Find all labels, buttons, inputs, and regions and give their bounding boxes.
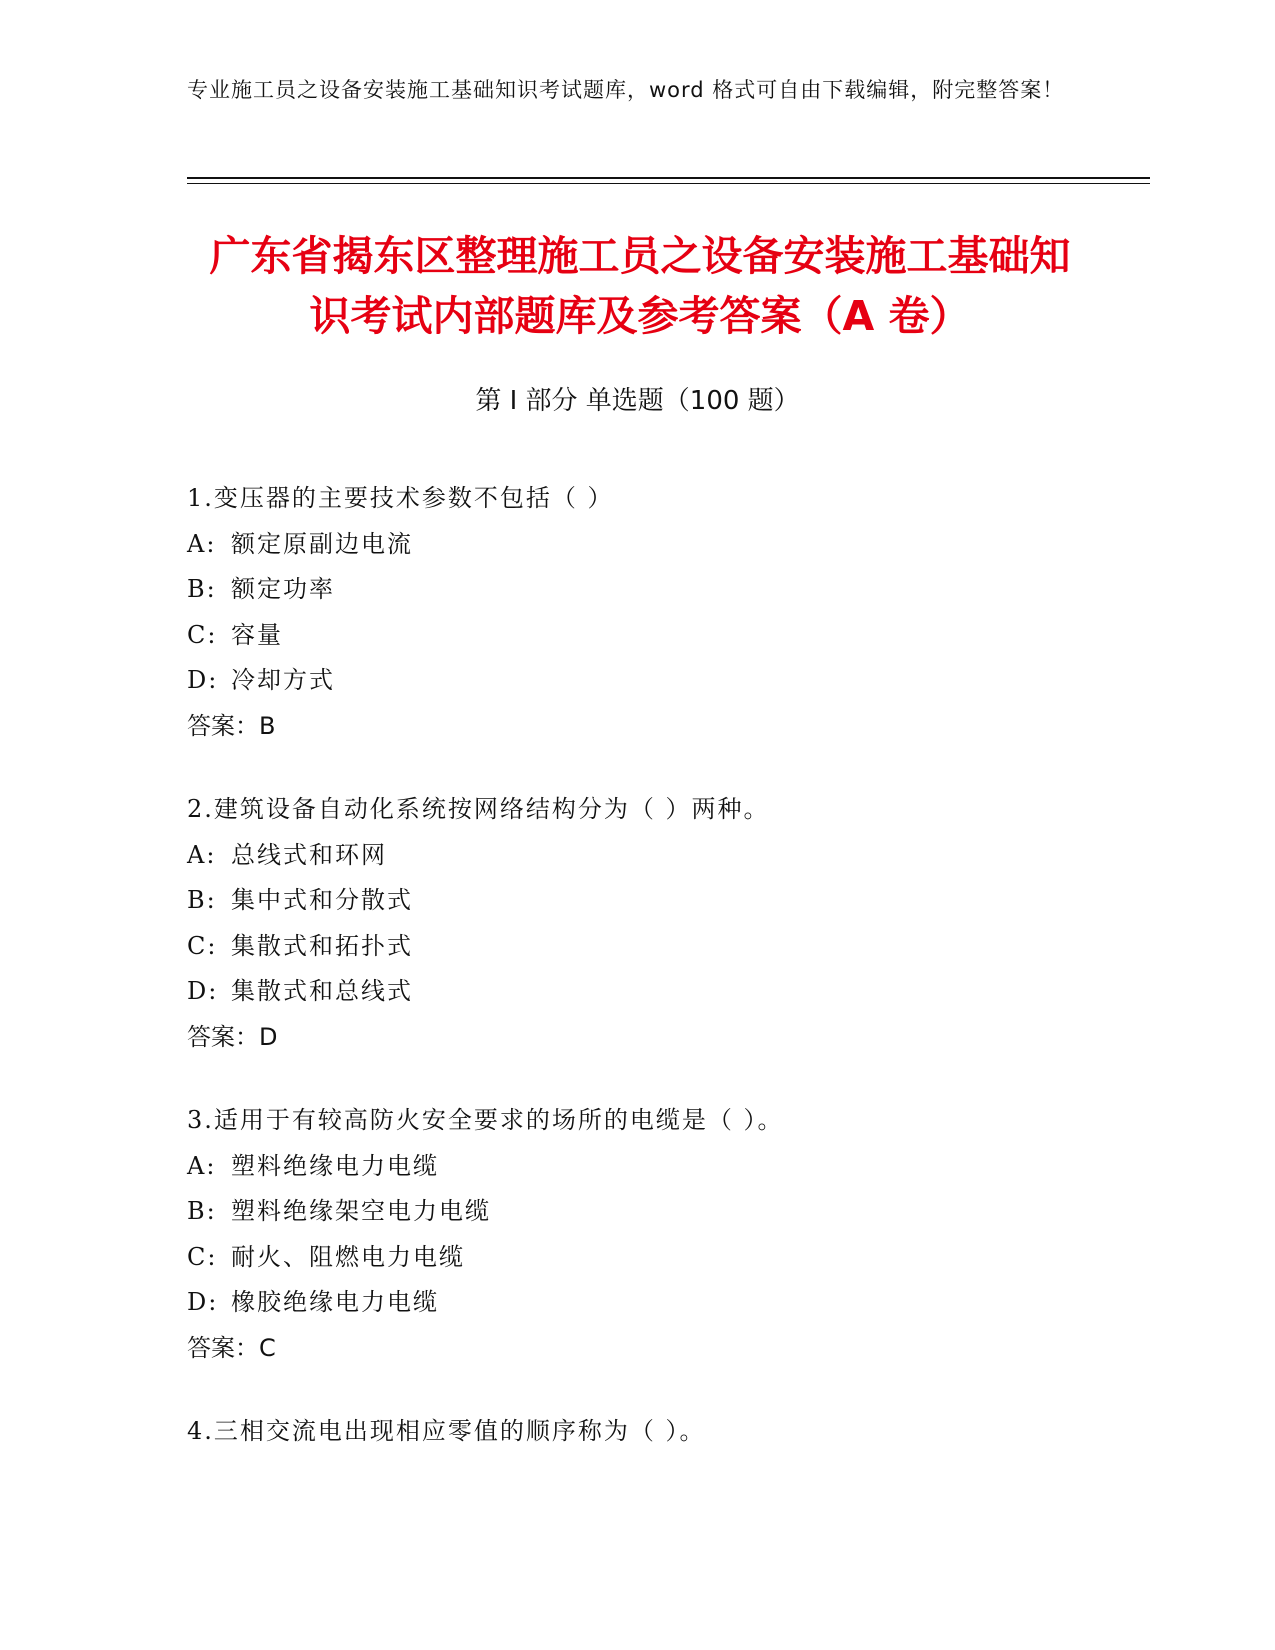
- question-option: [187, 1235, 1087, 1281]
- question-option: [187, 969, 1087, 1015]
- option-text: 塑料绝缘电力电缆: [231, 1151, 439, 1180]
- question-option: [187, 567, 1087, 613]
- question-option: [187, 833, 1087, 879]
- option-letter: C:: [187, 931, 218, 960]
- question-item: [187, 1098, 1087, 1371]
- question-list: [187, 476, 1087, 1493]
- question-option: [187, 1280, 1087, 1326]
- option-text: 总线式和环网: [231, 840, 387, 869]
- option-text: 塑料绝缘架空电力电缆: [231, 1197, 491, 1225]
- option-text: 额定功率: [231, 575, 335, 603]
- option-text: 橡胶绝缘电力电缆: [231, 1288, 439, 1316]
- question-stem: 3.适用于有较高防火安全要求的场所的电缆是（ ）。: [187, 1106, 784, 1134]
- option-text: 容量: [231, 620, 283, 649]
- option-text: 冷却方式: [231, 666, 335, 694]
- header-rule-thick: [187, 177, 1150, 179]
- option-letter: D:: [187, 1288, 219, 1316]
- question-answer: 答案：B: [187, 711, 276, 740]
- header-rule-thin: [187, 183, 1150, 184]
- question-item: [187, 476, 1087, 749]
- question-answer: 答案：D: [187, 1022, 278, 1051]
- option-letter: D:: [187, 977, 219, 1005]
- question-option: [187, 924, 1087, 970]
- question-option: [187, 613, 1087, 659]
- section-heading: 第 I 部分 单选题（100 题）: [475, 386, 800, 416]
- question-option: [187, 1189, 1087, 1235]
- option-letter: A:: [187, 1151, 217, 1180]
- question-answer: 答案：C: [187, 1333, 276, 1362]
- question-option: [187, 522, 1087, 568]
- option-letter: B:: [187, 1197, 217, 1225]
- option-letter: B:: [187, 886, 217, 914]
- option-text: 额定原副边电流: [231, 529, 413, 558]
- question-item: [187, 787, 1087, 1060]
- option-text: 集散式和总线式: [231, 977, 413, 1005]
- option-letter: D:: [187, 666, 219, 694]
- option-text: 集中式和分散式: [231, 886, 413, 914]
- question-option: [187, 1144, 1087, 1190]
- document-title: 广东省揭东区整理施工员之设备安装施工基础知识考试内部题库及参考答案（A 卷）: [209, 232, 1071, 340]
- option-letter: B:: [187, 575, 217, 603]
- option-letter: C:: [187, 1242, 218, 1271]
- question-option: [187, 878, 1087, 924]
- option-letter: A:: [187, 840, 217, 869]
- question-item: [187, 1409, 1087, 1455]
- question-option: [187, 658, 1087, 704]
- option-letter: C:: [187, 620, 218, 649]
- option-text: 耐火、阻燃电力电缆: [231, 1242, 465, 1271]
- question-stem: 2.建筑设备自动化系统按网络结构分为（ ）两种。: [187, 795, 770, 823]
- header-note: 专业施工员之设备安装施工基础知识考试题库，word 格式可自由下载编辑，附完整答案！: [187, 78, 1065, 102]
- option-text: 集散式和拓扑式: [231, 931, 413, 960]
- question-stem: 1.变压器的主要技术参数不包括（ ）: [187, 484, 614, 512]
- option-letter: A:: [187, 529, 217, 558]
- question-stem: 4.三相交流电出现相应零值的顺序称为（ ）。: [187, 1417, 706, 1445]
